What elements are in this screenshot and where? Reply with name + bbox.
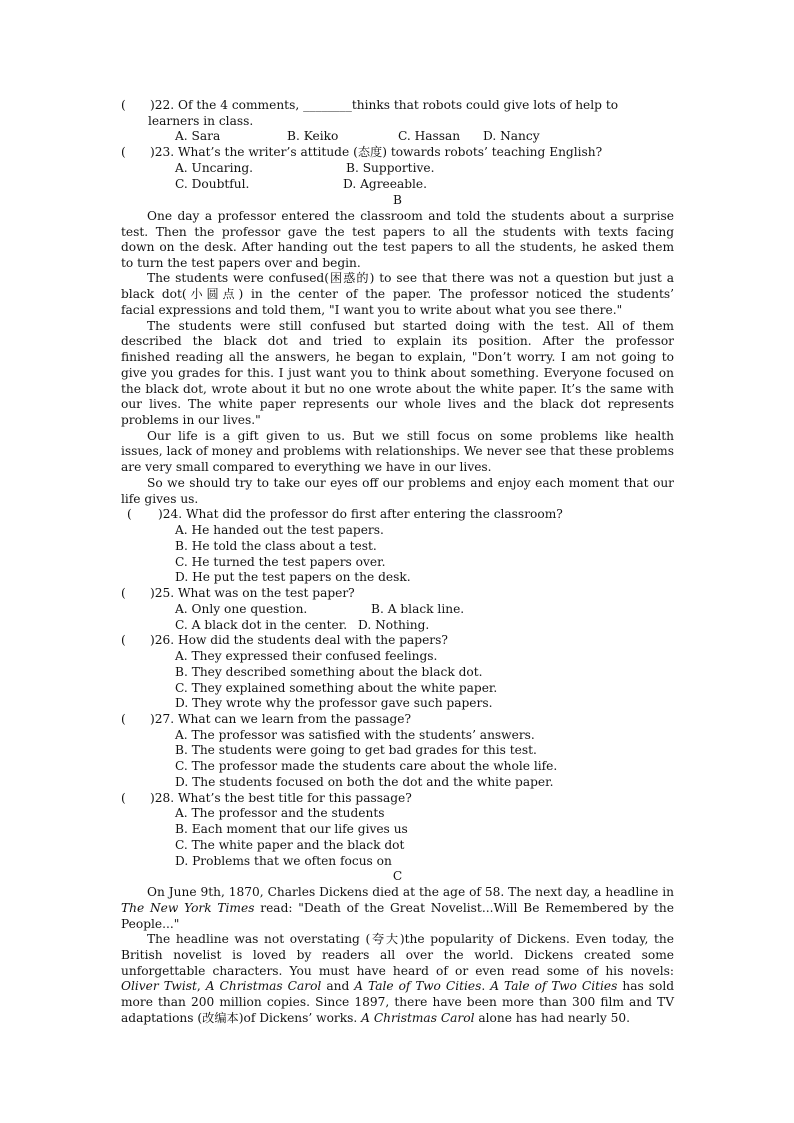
- question-text: What was on the test paper?: [178, 586, 355, 600]
- option-c: C. The white paper and the black dot: [175, 838, 405, 852]
- section-heading-c: C: [392, 869, 403, 883]
- passage-line: One day a professor entered the classroom and told the students about a surprise: [147, 209, 674, 223]
- passage-line: finished reading all the answers, he began to explain, "Don’t worry. I am not going to: [121, 350, 674, 364]
- answer-paren-open: (: [121, 791, 126, 805]
- option-d: D. Nothing.: [358, 618, 430, 632]
- question-number: )26.: [150, 633, 175, 647]
- question-text: What’s the writer’s attitude (态度) towards robots’ teaching English?: [178, 145, 603, 159]
- option-a: A. Sara: [175, 129, 221, 143]
- passage-line: The headline was not overstating (夸大)the popularity of Dickens. Even today, the: [147, 932, 674, 946]
- passage-line: test. Then the professor gave the test papers to all the students with texts facing: [121, 225, 674, 239]
- passage-line: are very small compared to everything we have in our lives.: [121, 460, 492, 474]
- option-d: D. Nancy: [483, 129, 540, 143]
- option-a: A. The professor was satisfied with the students’ answers.: [175, 728, 535, 742]
- question-number: )24.: [158, 507, 183, 521]
- question-text: What can we learn from the passage?: [178, 712, 412, 726]
- passage-line: British novelist is loved by readers all over the world. Dickens created some: [121, 948, 674, 962]
- option-b: B. A black line.: [371, 602, 465, 616]
- option-a: A. He handed out the test papers.: [175, 523, 384, 537]
- option-c: C. Hassan: [398, 129, 461, 143]
- answer-paren-open: (: [121, 98, 126, 112]
- passage-line: black dot(小圆点) in the center of the paper. The professor noticed the students’: [121, 287, 674, 301]
- passage-line: the black dot, wrote about it but no one wrote about the white paper. It’s the same with: [121, 382, 674, 396]
- passage-line: to turn the test papers over and begin.: [121, 256, 361, 270]
- answer-paren-open: (: [121, 145, 126, 159]
- question-text: What did the professor do first after entering the classroom?: [186, 507, 563, 521]
- answer-paren-open: (: [121, 633, 126, 647]
- option-c: C. The professor made the students care about the whole life.: [175, 759, 558, 773]
- option-d: D. Problems that we often focus on: [175, 854, 392, 868]
- question-text: How did the students deal with the papers?: [178, 633, 448, 647]
- book-title: A Tale of Two Cities: [354, 979, 482, 993]
- option-a: A. Only one question.: [175, 602, 308, 616]
- passage-line: On June 9th, 1870, Charles Dickens died at the age of 58. The next day, a headline in: [147, 885, 674, 899]
- question-text: Of the 4 comments, ________thinks that robots could give lots of help to: [178, 98, 619, 112]
- passage-line: life gives us.: [121, 492, 199, 506]
- option-c: C. A black dot in the center.: [175, 618, 348, 632]
- answer-paren-open: (: [121, 586, 126, 600]
- passage-line: The New York Times read: "Death of the Great Novelist...Will Be Remembered by the: [121, 901, 674, 915]
- question-text: What’s the best title for this passage?: [178, 791, 412, 805]
- book-title: Oliver Twist: [121, 979, 197, 993]
- option-b: B. Each moment that our life gives us: [175, 822, 408, 836]
- answer-paren-open: (: [121, 712, 126, 726]
- passage-line: give you grades for this. I just want you to think about something. Everyone focused on: [121, 366, 674, 380]
- option-b: B. He told the class about a test.: [175, 539, 377, 553]
- option-b: B. The students were going to get bad grades for this test.: [175, 743, 537, 757]
- option-d: D. He put the test papers on the desk.: [175, 570, 411, 584]
- passage-line: issues, lack of money and problems with relationships. We never see that these problems: [121, 444, 674, 458]
- passage-line: unforgettable characters. You must have heard of or even read some of his novels:: [121, 964, 674, 978]
- passage-line: So we should try to take our eyes off our problems and enjoy each moment that our: [147, 476, 674, 490]
- answer-paren-open: (: [127, 507, 132, 521]
- option-a: A. They expressed their confused feelings.: [175, 649, 438, 663]
- question-number: )27.: [150, 712, 175, 726]
- option-a: A. The professor and the students: [175, 806, 385, 820]
- passage-line: down on the desk. After handing out the test papers to all the students, he asked them: [121, 240, 674, 254]
- option-d: D. Agreeable.: [343, 177, 427, 191]
- question-number: )22.: [150, 98, 175, 112]
- passage-line: our lives. The white paper represents our whole lives and the black dot represents: [121, 397, 674, 411]
- question-text-cont: learners in class.: [148, 114, 254, 128]
- passage-line: The students were still confused but started doing with the test. All of them: [147, 319, 674, 333]
- option-c: C. Doubtful.: [175, 177, 250, 191]
- option-b: B. Supportive.: [346, 161, 435, 175]
- section-heading-b: B: [393, 193, 402, 207]
- option-c: C. He turned the test papers over.: [175, 555, 386, 569]
- option-b: B. Keiko: [287, 129, 339, 143]
- passage-line: The students were confused(困惑的) to see that there was not a question but just a: [147, 271, 674, 285]
- option-b: B. They described something about the black dot.: [175, 665, 483, 679]
- passage-line: facial expressions and told them, "I want you to write about what you see there.": [121, 303, 623, 317]
- question-number: )28.: [150, 791, 175, 805]
- option-d: D. They wrote why the professor gave such papers.: [175, 696, 493, 710]
- passage-line: described the black dot and tried to explain its position. After the professor: [121, 334, 674, 348]
- book-title: A Christmas Carol: [205, 979, 322, 993]
- passage-line: People...": [121, 917, 180, 931]
- book-title: A Tale of Two Cities: [490, 979, 618, 993]
- passage-line: more than 200 million copies. Since 1897, there have been more than 300 film and TV: [121, 995, 674, 1009]
- newspaper-title: The New York Times: [121, 901, 255, 915]
- option-c: C. They explained something about the white paper.: [175, 681, 498, 695]
- passage-line: Oliver Twist, A Christmas Carol and A Tale of Two Cities. A Tale of Two Cities has sold: [121, 979, 675, 993]
- question-number: )23.: [150, 145, 175, 159]
- option-d: D. The students focused on both the dot and the white paper.: [175, 775, 554, 789]
- option-a: A. Uncaring.: [175, 161, 254, 175]
- question-number: )25.: [150, 586, 175, 600]
- book-title: A Christmas Carol: [361, 1011, 475, 1025]
- passage-line: adaptations (改编本)of Dickens’ works. A Christmas Carol alone has had nearly 50.: [121, 1011, 631, 1025]
- passage-line: Our life is a gift given to us. But we still focus on some problems like health: [147, 429, 674, 443]
- passage-line: problems in our lives.": [121, 413, 261, 427]
